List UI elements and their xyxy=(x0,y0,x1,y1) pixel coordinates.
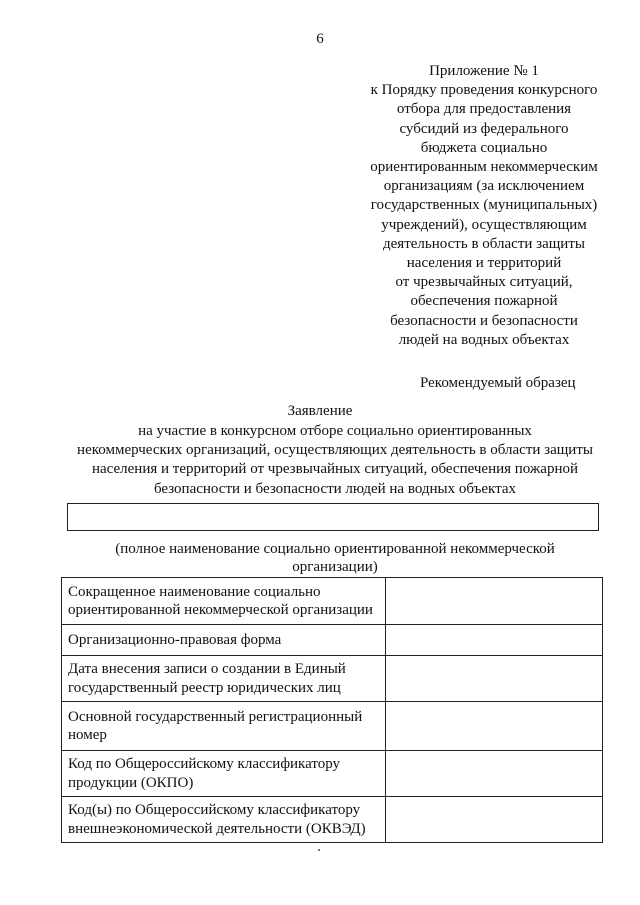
appendix-line: безопасности и безопасности xyxy=(390,312,578,329)
label-line: Код по Общероссийскому классификатору xyxy=(68,756,341,772)
appendix-line: к Порядку проведения конкурсного xyxy=(370,82,598,99)
table-row xyxy=(62,656,603,702)
appendix-line: организациям (за исключением xyxy=(383,178,585,195)
appendix-line: бюджета социально xyxy=(420,139,548,156)
table-row xyxy=(62,797,603,843)
application-subtitle-line: населения и территорий от чрезвычайных ситуаций, обеспечения пожарной xyxy=(91,461,579,478)
value-cell-okved[interactable] xyxy=(386,797,603,843)
organization-full-name-caption xyxy=(60,540,610,576)
appendix-line: государственных (муниципальных) xyxy=(370,197,598,214)
label-line: ориентированной некоммерческой организации xyxy=(68,602,373,618)
application-subtitle-line: некоммерческих организаций, осуществляющих деятельность в области защиты xyxy=(77,442,593,459)
table-row xyxy=(62,702,603,751)
row-label-ogrn xyxy=(62,702,386,751)
label-line: Сокращенное наименование социально xyxy=(68,583,321,600)
value-cell-short-name[interactable] xyxy=(386,578,603,625)
label-line: внешнеэкономической деятельности (ОКВЭД) xyxy=(68,820,366,837)
table-row xyxy=(62,625,603,656)
table-row xyxy=(62,751,603,797)
row-label-okved xyxy=(62,797,386,843)
row-label-short-name xyxy=(62,578,386,625)
caption-line: организации) xyxy=(292,559,378,575)
appendix-header xyxy=(368,62,600,350)
label-line: номер xyxy=(68,727,107,743)
appendix-line: учреждений), осуществляющим xyxy=(381,216,587,233)
application-subtitle xyxy=(40,422,630,499)
label-line: Код(ы) по Общероссийскому классификатору xyxy=(68,802,361,818)
application-subtitle-line: на участие в конкурсном отборе социально ориентированных xyxy=(138,423,532,439)
label-line: государственный реестр юридических лиц xyxy=(68,679,341,696)
appendix-title: Приложение № 1 xyxy=(429,63,539,79)
application-title: Заявление xyxy=(287,403,353,419)
appendix-line: обеспечения пожарной xyxy=(410,293,558,310)
recommended-sample-label: Рекомендуемый образец xyxy=(420,375,576,391)
table-row xyxy=(62,578,603,625)
label-line: продукции (ОКПО) xyxy=(68,774,194,791)
organization-info-table xyxy=(61,577,603,843)
scan-speck xyxy=(318,849,320,851)
organization-full-name-field[interactable] xyxy=(67,503,599,531)
appendix-line: населения и территорий xyxy=(406,255,562,272)
appendix-line: субсидий из федерального xyxy=(399,120,569,137)
row-label-okpo xyxy=(62,751,386,797)
value-cell-okpo[interactable] xyxy=(386,751,603,797)
appendix-line: от чрезвычайных ситуаций, xyxy=(395,274,573,291)
row-label-registry-date xyxy=(62,656,386,702)
appendix-line: людей на водных объектах xyxy=(398,331,570,348)
appendix-line: ориентированным некоммерческим xyxy=(370,159,598,176)
label-line: Основной государственный регистрационный xyxy=(68,708,363,725)
appendix-line: отбора для предоставления xyxy=(396,101,572,118)
value-cell-legal-form[interactable] xyxy=(386,625,603,656)
label-line: Дата внесения записи о создании в Единый xyxy=(68,661,346,677)
row-label-legal-form xyxy=(62,625,386,656)
page-number: 6 xyxy=(316,31,324,47)
label-line: Организационно-правовая форма xyxy=(68,631,282,648)
value-cell-ogrn[interactable] xyxy=(386,702,603,751)
appendix-line: деятельность в области защиты xyxy=(383,235,585,252)
application-subtitle-line: безопасности и безопасности людей на водных объектах xyxy=(153,480,517,497)
value-cell-registry-date[interactable] xyxy=(386,656,603,702)
caption-line: (полное наименование социально ориентированной некоммерческой xyxy=(115,541,555,557)
